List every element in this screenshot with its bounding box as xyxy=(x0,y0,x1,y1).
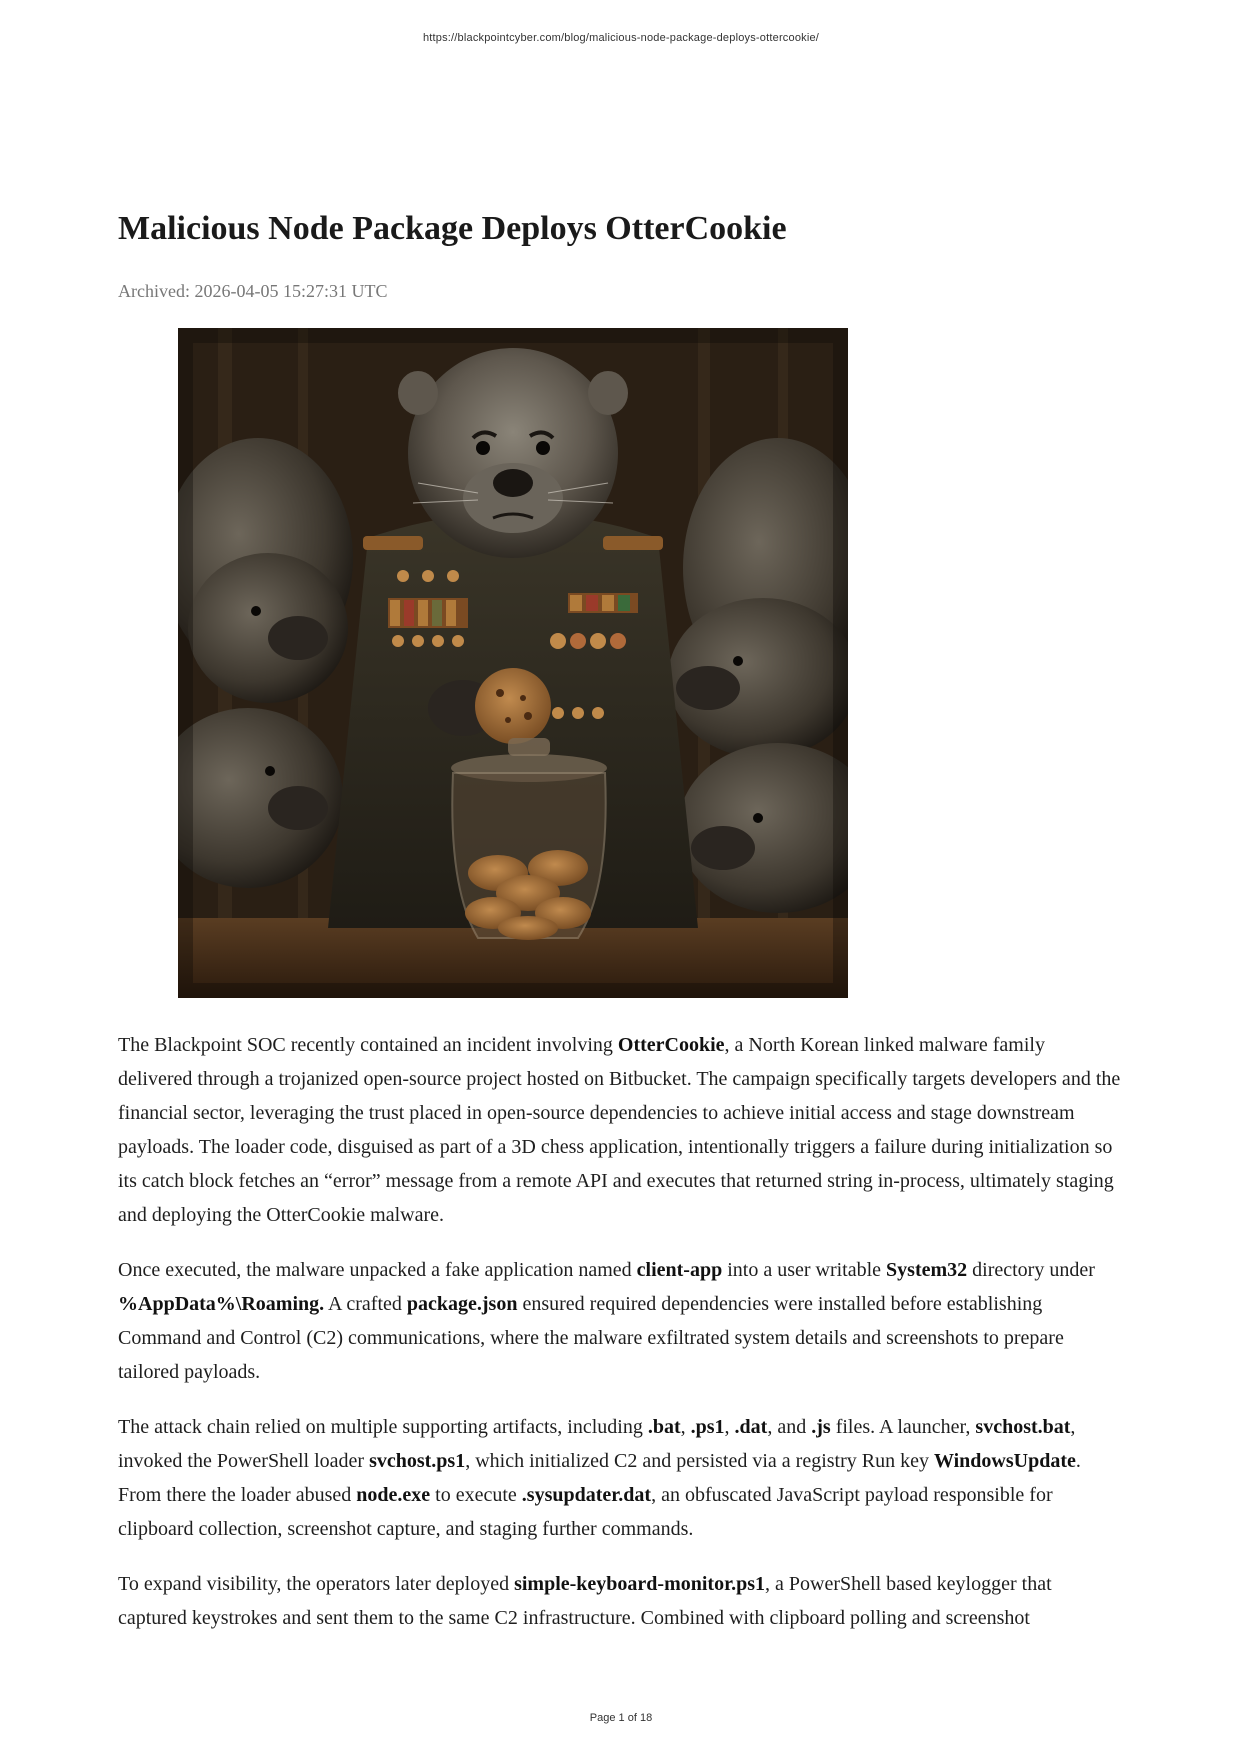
bold-term: WindowsUpdate xyxy=(933,1450,1076,1472)
page-number-footer: Page 1 of 18 xyxy=(589,1712,653,1724)
bold-term: OtterCookie xyxy=(617,1034,725,1056)
article-paragraph: Once executed, the malware unpacked a fake application named client-app into a user writable System32 directory under %AppData%\Roaming. A crafted package.json ensured required dependencies were installed before establishing Command and Control (C2) communications, where the malware exfiltrated system details and screenshots to prepare tailored payloads. xyxy=(118,1259,1095,1383)
archived-timestamp: Archived: 2026-04-05 15:27:31 UTC xyxy=(118,281,388,301)
bold-term: .ps1 xyxy=(690,1416,725,1438)
bold-term: .bat xyxy=(647,1416,681,1438)
bold-term: %AppData%\Roaming. xyxy=(118,1293,325,1315)
bold-term: .dat xyxy=(734,1416,768,1438)
bold-term: svchost.bat xyxy=(975,1416,1071,1438)
article-paragraph: To expand visibility, the operators later deployed simple-keyboard-monitor.ps1, a PowerShell based keylogger that captured keystrokes and sent them to the same C2 infrastructure. Combined with clipboard polling and screenshot xyxy=(118,1573,1052,1629)
bold-term: package.json xyxy=(406,1293,518,1315)
article-body xyxy=(118,1028,1124,1656)
article-title: Malicious Node Package Deploys OtterCookie xyxy=(118,210,787,247)
bold-term: .js xyxy=(811,1416,831,1438)
bold-term: svchost.ps1 xyxy=(369,1450,466,1472)
bold-term: .sysupdater.dat xyxy=(521,1484,652,1506)
article-paragraph: The attack chain relied on multiple supporting artifacts, including .bat, .ps1, .dat, and .js files. A launcher, svchost.bat, invoked the PowerShell loader svchost.ps1, which initialized C2 and persisted via a registry Run key WindowsUpdate. From there the loader abused node.exe to execute .sysupdater.dat, an obfuscated JavaScript payload responsible for clipboard collection, screenshot capture, and staging further commands. xyxy=(118,1416,1081,1540)
bold-term: client-app xyxy=(636,1259,723,1281)
bold-term: simple-keyboard-monitor.ps1 xyxy=(514,1573,766,1595)
article-paragraph: The Blackpoint SOC recently contained an incident involving OtterCookie, a North Korean linked malware family delivered through a trojanized open-source project hosted on Bitbucket. The campaign specifically targets developers and the financial sector, leveraging the trust placed in open-source dependencies to achieve initial access and stage downstream payloads. The loader code, disguised as part of a 3D chess application, intentionally triggers a failure during initialization so its catch block fetches an “error” message from a remote API and executes that returned string in-process, ultimately staging and deploying the OtterCookie malware. xyxy=(118,1034,1121,1226)
hero-image-otters-with-cookie-jar xyxy=(178,328,848,998)
bold-term: System32 xyxy=(886,1259,968,1281)
page-url-header: https://blackpointcyber.com/blog/malicious-node-package-deploys-ottercookie/ xyxy=(422,32,820,44)
bold-term: node.exe xyxy=(356,1484,431,1506)
